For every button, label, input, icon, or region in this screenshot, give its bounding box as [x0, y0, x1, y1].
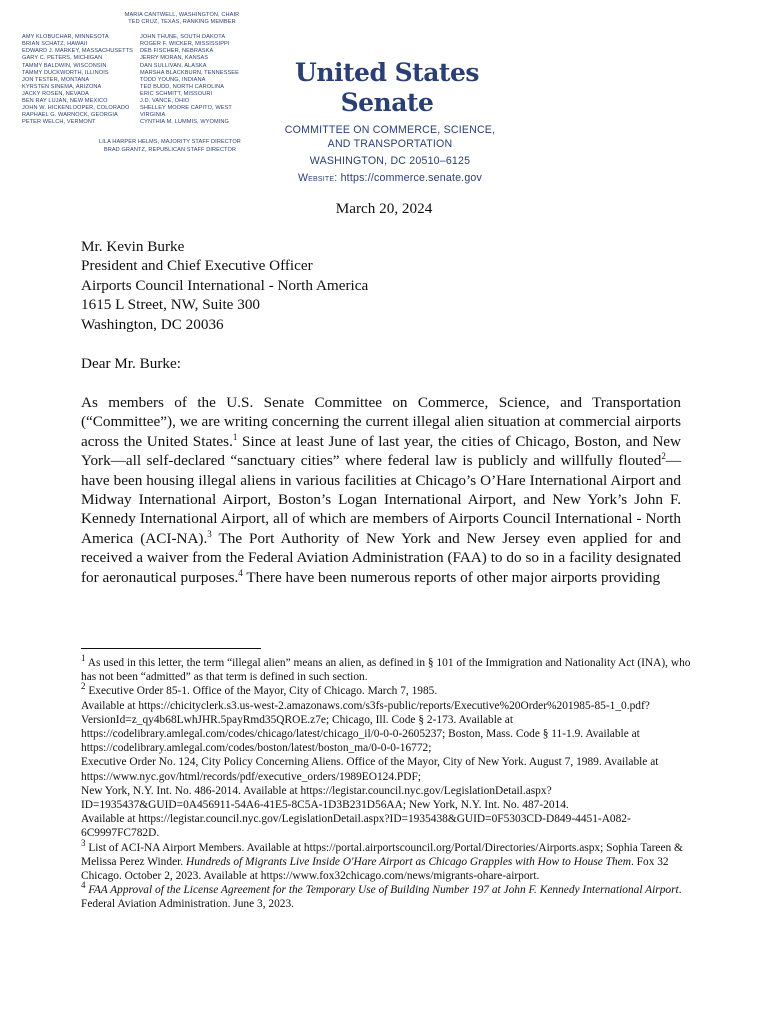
committee-address: WASHINGTON, DC 20510–6125 [309, 155, 471, 167]
roster-right-column [140, 34, 258, 126]
footnote-line: New York, N.Y. Int. No. 486-2014. Available at https://legistar.council.nyc.gov/LegislationDetail.aspx?ID=1935437&GUID=0A456911-54A6-41E5-8C5A-1D3B231D56AA; New York, N.Y. Int. No. 487-2014. [81, 784, 569, 812]
paragraph-text: —have been housing illegal aliens in various facilities at Chicago’s O’Hare International Airport and Midway International Airport, Boston’s Logan International Airport, and New York’s John F. Kennedy International Airport, all of which are members of Airports Council International - North America (ACI-NA). [81, 452, 681, 547]
roster-member: DEB FISCHER, NEBRASKA [140, 48, 214, 55]
roster-chairs [22, 12, 282, 26]
roster-member: BRIAN SCHATZ, HAWAII [22, 41, 88, 48]
paragraph-text: There have been numerous reports of other major airports providing [242, 568, 661, 586]
address-line: President and Chief Executive Officer [81, 257, 313, 275]
roster-member: KYRSTEN SINEMA, ARIZONA [22, 83, 102, 90]
footnote-line [81, 681, 691, 698]
roster-member: DAN SULLIVAN, ALASKA [140, 62, 207, 69]
footnote-number: 1 [81, 653, 86, 664]
footnote-4 [81, 880, 691, 911]
roster-chair: MARIA CANTWELL, WASHINGTON, CHAIR [124, 12, 240, 18]
website-url[interactable]: https://commerce.senate.gov [340, 172, 483, 184]
roster-member: CYNTHIA M. LUMMIS, WYOMING [140, 119, 229, 126]
roster-member: PETER WELCH, VERMONT [22, 119, 96, 126]
roster-member: TAMMY BALDWIN, WISCONSIN [22, 62, 107, 69]
roster-staff [22, 139, 282, 153]
footnote-2 [81, 681, 691, 840]
footnote-number: 3 [81, 837, 86, 848]
address-line: 1615 L Street, NW, Suite 300 [81, 296, 261, 314]
paragraph-text: As members of the U.S. Senate Committee on Commerce, Science, and Transportation (“Committee”), we are writing concerning the current illegal alien situation at commercial airports across the United States. [81, 394, 681, 450]
roster-left-column [22, 34, 140, 126]
committee-line-2: AND TRANSPORTATION [327, 138, 453, 150]
committee-name [270, 123, 510, 151]
roster-member: ROGER F. WICKER, MISSISSIPPI [140, 41, 230, 48]
footnote-number: 4 [81, 880, 86, 891]
staff-director-republican: BRAD GRANTZ, REPUBLICAN STAFF DIRECTOR [103, 146, 237, 153]
address-line: Airports Council International - North America [81, 276, 369, 294]
footnote-divider [81, 648, 261, 649]
roster-member: TAMMY DUCKWORTH, ILLINOIS [22, 69, 109, 76]
roster-member: J.D. VANCE, OHIO [140, 98, 190, 105]
footnote-text: . Fox 32 Chicago. October 2, 2023. Available at https://www.fox32chicago.com/news/migrants-ohare-airport. [81, 855, 669, 883]
paragraph-text: Since at least June of last year, the cities of Chicago, Boston, and New York—all self-declared “sanctuary cities” where federal law is publicly and willfully flouted [81, 432, 682, 470]
footnote-ref: 4 [238, 567, 243, 578]
footnote-text: As used in this letter, the term “illegal alien” means an alien, as defined in § 101 of the Immigration and Nationality Act (INA), who has not been “admitted” as that term is defined in such section. [81, 657, 691, 684]
letter-date: March 20, 2024 [335, 200, 433, 217]
footnote-ref: 3 [207, 528, 212, 539]
footnote-ref: 2 [661, 451, 666, 462]
roster-member: TODD YOUNG, INDIANA [140, 76, 206, 83]
footnote-text: List of ACI-NA Airport Members. Available at https://portal.airportscouncil.org/Portal/Directories/Airports.aspx; Sophia Tareen & Melissa Perez Winder. [81, 841, 683, 868]
roster-member: RAPHAEL G. WARNOCK, GEORGIA [22, 112, 118, 119]
footnote-text: Executive Order 85-1. Office of the Mayor, City of Chicago. March 7, 1985. [85, 685, 438, 698]
article-title: Hundreds of Migrants Live Inside O'Hare Airport as Chicago Grapples with How to House Them [185, 855, 631, 868]
footnote-ref: 1 [232, 431, 238, 442]
document-title: FAA Approval of the License Agreement for the Temporary Use of Building Number 197 at John F. Kennedy International Airport [85, 884, 679, 897]
footnote-1 [81, 653, 691, 684]
recipient-address [81, 237, 368, 334]
roster-member: JOHN W. HICKENLOOPER, COLORADO [22, 105, 130, 112]
footnote-3 [81, 837, 691, 884]
footnote-line: Executive Order No. 124, City Policy Concerning Aliens. Office of the Mayor, City of New York. August 7, 1989. Available at https://www.nyc.gov/html/records/pdf/executive_orders/1989EO124.PDF; [81, 756, 659, 783]
body-paragraph [81, 393, 681, 587]
footnote-text: . Federal Aviation Administration. June 3, 2023. [81, 884, 682, 911]
roster-member: JERRY MORAN, KANSAS [140, 55, 209, 62]
roster-member: ERIC SCHMITT, MISSOURI [140, 90, 213, 97]
committee-roster [22, 12, 282, 154]
committee-website [270, 172, 510, 184]
footnote-line: Available at https://chicityclerk.s3.us-west-2.amazonaws.com/s3fs-public/reports/Executive%20Order%201985-85-1_0.pdf?VersionId=z_qy4b68LwhJHR.5payRmd35QROE.z7e; Chicago, Ill. Code § 2-173. Available at https://codelibrary.amlegal.com/codes/chicago/latest/chicago_il/0-0-0-2605237; Boston, Mass. Code § 11-1.9. Available at https://codelibrary.amlegal.com/codes/boston/latest/boston_ma/0-0-0-16772; [81, 699, 650, 755]
roster-member: JOHN THUNE, SOUTH DAKOTA [140, 34, 226, 41]
paragraph-text: The Port Authority of New York and New Jersey even applied for and received a waiver from the Federal Aviation Administration (FAA) to do so in a facility designated for aeronautical purposes. [81, 529, 681, 586]
committee-line-1: COMMITTEE ON COMMERCE, SCIENCE, [284, 124, 496, 136]
staff-director-majority: LILA HARPER HELMS, MAJORITY STAFF DIRECTOR [99, 139, 241, 146]
roster-columns [22, 34, 282, 126]
roster-member: SHELLEY MOORE CAPITO, WEST VIRGINIA [140, 105, 232, 119]
footnote-number: 2 [81, 681, 86, 692]
senate-masthead [270, 58, 510, 184]
roster-member: MARSHA BLACKBURN, TENNESSEE [140, 69, 239, 76]
roster-member: TED BUDD, NORTH CAROLINA [140, 83, 225, 90]
website-label: Website: [297, 172, 338, 184]
roster-member: BEN RAY LUJAN, NEW MEXICO [22, 98, 108, 105]
footnote-line: Available at https://legistar.council.nyc.gov/LegislationDetail.aspx?ID=1935438&GUID=0F5303CD-D849-4451-A082-6C9997FC782D. [81, 813, 631, 840]
roster-member: JON TESTER, MONTANA [22, 76, 90, 83]
footnotes [81, 653, 691, 912]
roster-member: JACKY ROSEN, NEVADA [22, 90, 89, 97]
roster-ranking-member: TED CRUZ, TEXAS, RANKING MEMBER [128, 19, 236, 26]
address-line: Washington, DC 20036 [81, 315, 224, 333]
roster-member: EDWARD J. MARKEY, MASSACHUSETTS [22, 48, 133, 55]
roster-member: AMY KLOBUCHAR, MINNESOTA [22, 34, 109, 41]
address-line: Mr. Kevin Burke [81, 238, 185, 255]
senate-title: United States Senate [295, 58, 479, 117]
roster-member: GARY C. PETERS, MICHIGAN [22, 55, 103, 62]
salutation: Dear Mr. Burke: [81, 355, 181, 372]
